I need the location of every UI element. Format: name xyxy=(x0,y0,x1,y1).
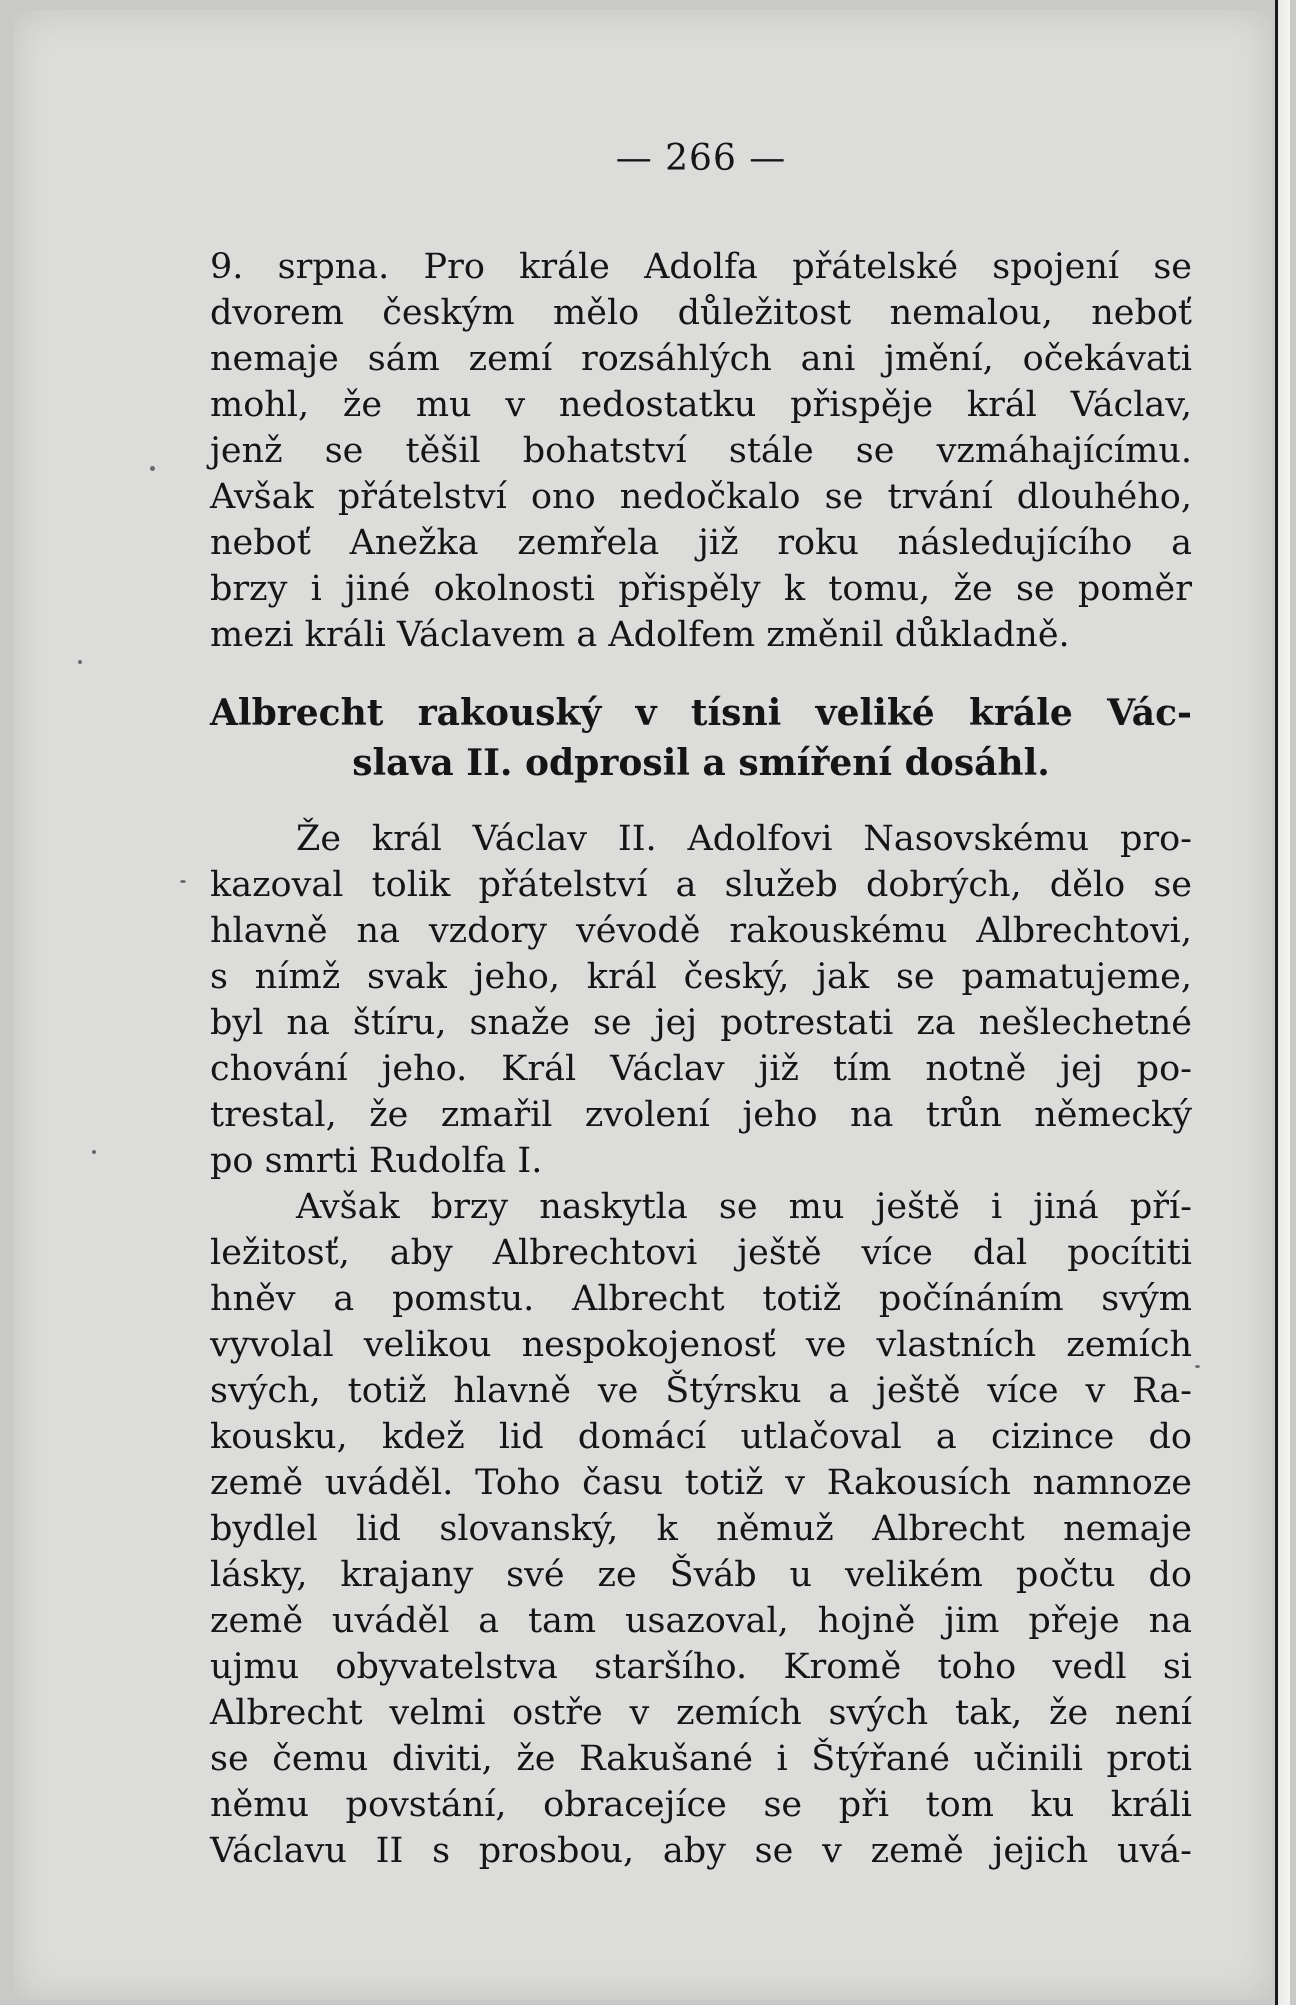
scan-speck xyxy=(92,1150,96,1154)
text-line: mezi králi Václavem a Adolfem změnil důkladně. xyxy=(210,615,1070,655)
text-line: brzy i jiné okolnosti přispěly k tomu, že se poměr xyxy=(210,569,1192,609)
text-line: bydlel lid slovanský, k němuž Albrecht nemaje xyxy=(210,1509,1192,1549)
text-line: mohl, že mu v nedostatku přispěje král Václav, xyxy=(210,385,1192,425)
text-line: po smrti Rudolfa I. xyxy=(210,1141,543,1181)
scan-speck xyxy=(78,660,82,664)
text-line: nemaje sám zemí rozsáhlých ani jmění, očekávati xyxy=(210,339,1192,379)
page-number: — 266 — xyxy=(615,138,787,179)
text-line: dvorem českým mělo důležitost nemalou, neboť xyxy=(210,293,1192,333)
text-line: trestal, že zmařil zvolení jeho na trůn německý xyxy=(210,1095,1192,1135)
text-line: 9. srpna. Pro krále Adolfa přátelské spojení se xyxy=(210,247,1192,287)
text-line: Že král Václav II. Adolfovi Nasovskému pro- xyxy=(296,819,1192,859)
text-line: země uváděl a tam usazoval, hojně jim přeje na xyxy=(210,1601,1192,1641)
text-line: Albrecht velmi ostře v zemích svých tak, že není xyxy=(210,1693,1192,1733)
text-line: byl na štíru, snaže se jej potrestati za nešlechetné xyxy=(210,1003,1192,1043)
text-line: lásky, krajany své ze Šváb u velikém počtu do xyxy=(210,1555,1192,1595)
text-line: kazoval tolik přátelství a služeb dobrých, dělo se xyxy=(210,865,1192,905)
text-line: chování jeho. Král Václav již tím notně jej po- xyxy=(210,1049,1192,1089)
text-line: ujmu obyvatelstva staršího. Kromě toho vedl si xyxy=(210,1647,1192,1687)
text-line: hlavně na vzdory vévodě rakouskému Albrechtovi, xyxy=(210,911,1192,951)
text-line: němu povstání, obracejíce se při tom ku králi xyxy=(210,1785,1192,1825)
text-line: neboť Anežka zemřela již roku následujícího a xyxy=(210,523,1192,563)
scan-speck xyxy=(150,466,155,471)
text-line: Václavu II s prosbou, aby se v země jejich uvá- xyxy=(210,1831,1192,1871)
scan-speck xyxy=(180,880,186,883)
text-line: vyvolal velikou nespokojenosť ve vlastních zemích xyxy=(210,1325,1192,1365)
page-edge-border xyxy=(1275,0,1290,2005)
text-line: jenž se těšil bohatství stále se vzmáhajícímu. xyxy=(210,431,1192,471)
scan-speck xyxy=(1195,1365,1200,1368)
text-line: s nímž svak jeho, král český, jak se pamatujeme, xyxy=(210,957,1192,997)
text-line: země uváděl. Toho času totiž v Rakousích namnoze xyxy=(210,1463,1192,1503)
text-line: se čemu diviti, že Rakušané i Štýřané učinili proti xyxy=(210,1739,1192,1779)
text-line: svých, totiž hlavně ve Štýrsku a ještě více v Ra- xyxy=(210,1371,1192,1411)
section-heading: Albrecht rakouský v tísni veliké krále Vác- xyxy=(210,692,1192,734)
text-line: hněv a pomstu. Albrecht totiž počínáním svým xyxy=(210,1279,1192,1319)
section-heading: slava II. odprosil a smíření dosáhl. xyxy=(352,742,1050,784)
text-line: kousku, kdež lid domácí utlačoval a cizince do xyxy=(210,1417,1192,1457)
text-line: Avšak přátelství ono nedočkalo se trvání dlouhého, xyxy=(210,477,1192,517)
text-line: ležitosť, aby Albrechtovi ještě více dal pocítiti xyxy=(210,1233,1192,1273)
text-line: Avšak brzy naskytla se mu ještě i jiná pří- xyxy=(296,1187,1192,1227)
